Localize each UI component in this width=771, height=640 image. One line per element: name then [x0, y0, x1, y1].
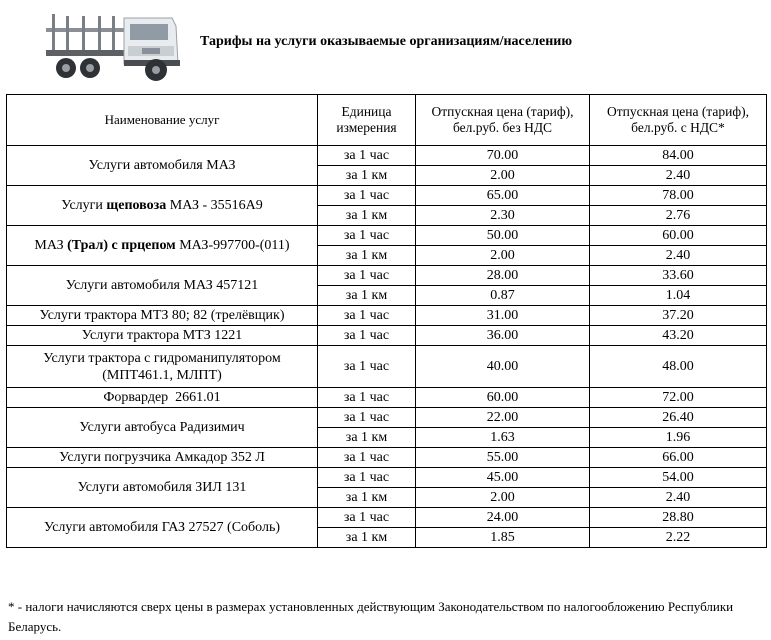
service-name: МАЗ (Трал) с прцепом МАЗ-997700-(011)	[7, 226, 318, 266]
unit-cell: за 1 час	[318, 408, 416, 428]
unit-cell: за 1 км	[318, 528, 416, 548]
unit-cell: за 1 км	[318, 246, 416, 266]
price-vat-cell: 33.60	[590, 266, 767, 286]
price-cell: 31.00	[416, 306, 590, 326]
price-vat-cell: 2.40	[590, 246, 767, 266]
price-vat-cell: 26.40	[590, 408, 767, 428]
table-row	[7, 226, 767, 246]
price-vat-cell: 78.00	[590, 186, 767, 206]
unit-cell: за 1 час	[318, 508, 416, 528]
table-row	[7, 508, 767, 528]
unit-cell: за 1 км	[318, 428, 416, 448]
price-cell: 2.00	[416, 166, 590, 186]
service-name: Услуги автомобиля ЗИЛ 131	[7, 468, 318, 508]
price-vat-cell: 2.76	[590, 206, 767, 226]
price-cell: 2.00	[416, 246, 590, 266]
price-vat-cell: 54.00	[590, 468, 767, 488]
price-vat-cell: 72.00	[590, 388, 767, 408]
unit-cell: за 1 час	[318, 326, 416, 346]
timber-truck-icon	[44, 6, 184, 88]
table-row	[7, 468, 767, 488]
price-cell: 0.87	[416, 286, 590, 306]
unit-cell: за 1 час	[318, 306, 416, 326]
table-header-row	[7, 95, 767, 146]
service-name: Услуги трактора МТЗ 80; 82 (трелёвщик)	[7, 306, 318, 326]
service-name: Услуги трактора МТЗ 1221	[7, 326, 318, 346]
unit-cell: за 1 км	[318, 488, 416, 508]
service-name: Форвардер 2661.01	[7, 388, 318, 408]
unit-cell: за 1 час	[318, 468, 416, 488]
table-row	[7, 326, 767, 346]
price-cell: 45.00	[416, 468, 590, 488]
price-cell: 24.00	[416, 508, 590, 528]
service-name: Услуги трактора с гидроманипулятором (МПТ461.1, МЛПТ)	[7, 346, 318, 388]
price-cell: 1.85	[416, 528, 590, 548]
price-cell: 2.00	[416, 488, 590, 508]
column-header-unit: Единица измерения	[318, 95, 416, 146]
price-vat-cell: 66.00	[590, 448, 767, 468]
price-cell: 60.00	[416, 388, 590, 408]
price-vat-cell: 43.20	[590, 326, 767, 346]
column-header-price-vat: Отпускная цена (тариф), бел.руб. с НДС*	[590, 95, 767, 146]
table-row	[7, 146, 767, 166]
table-row	[7, 448, 767, 468]
service-name: Услуги автомобиля МАЗ 457121	[7, 266, 318, 306]
unit-cell: за 1 час	[318, 266, 416, 286]
unit-cell: за 1 км	[318, 166, 416, 186]
table-row	[7, 306, 767, 326]
page-title: Тарифы на услуги оказываемые организациям/населению	[200, 34, 573, 49]
table-row	[7, 266, 767, 286]
price-vat-cell: 28.80	[590, 508, 767, 528]
table-row	[7, 346, 767, 388]
column-header-name: Наименование услуг	[7, 95, 318, 146]
unit-cell: за 1 км	[318, 286, 416, 306]
price-cell: 1.63	[416, 428, 590, 448]
price-vat-cell: 37.20	[590, 306, 767, 326]
price-vat-cell: 1.96	[590, 428, 767, 448]
price-vat-cell: 1.04	[590, 286, 767, 306]
service-name: Услуги автомобиля МАЗ	[7, 146, 318, 186]
price-cell: 50.00	[416, 226, 590, 246]
unit-cell: за 1 час	[318, 226, 416, 246]
service-name: Услуги погрузчика Амкадор 352 Л	[7, 448, 318, 468]
price-cell: 22.00	[416, 408, 590, 428]
price-cell: 28.00	[416, 266, 590, 286]
table-row	[7, 388, 767, 408]
unit-cell: за 1 час	[318, 186, 416, 206]
price-cell: 65.00	[416, 186, 590, 206]
price-cell: 36.00	[416, 326, 590, 346]
unit-cell: за 1 час	[318, 448, 416, 468]
tariff-table	[6, 94, 767, 548]
service-name: Услуги автобуса Радизимич	[7, 408, 318, 448]
service-name: Услуги автомобиля ГАЗ 27527 (Соболь)	[7, 508, 318, 548]
unit-cell: за 1 км	[318, 206, 416, 226]
price-cell: 70.00	[416, 146, 590, 166]
unit-cell: за 1 час	[318, 146, 416, 166]
price-cell: 40.00	[416, 346, 590, 388]
unit-cell: за 1 час	[318, 346, 416, 388]
price-vat-cell: 48.00	[590, 346, 767, 388]
table-row	[7, 186, 767, 206]
service-name: Услуги щеповоза МАЗ - 35516А9	[7, 186, 318, 226]
price-vat-cell: 2.40	[590, 166, 767, 186]
price-vat-cell: 2.22	[590, 528, 767, 548]
price-vat-cell: 84.00	[590, 146, 767, 166]
price-vat-cell: 2.40	[590, 488, 767, 508]
column-header-price-no-vat: Отпускная цена (тариф), бел.руб. без НДС	[416, 95, 590, 146]
price-cell: 2.30	[416, 206, 590, 226]
table-row	[7, 408, 767, 428]
unit-cell: за 1 час	[318, 388, 416, 408]
price-cell: 55.00	[416, 448, 590, 468]
vat-footnote: * - налоги начисляются сверх цены в размерах установленных действующим Законодательством по налогообложению Республики Беларусь.	[8, 599, 734, 634]
price-vat-cell: 60.00	[590, 226, 767, 246]
